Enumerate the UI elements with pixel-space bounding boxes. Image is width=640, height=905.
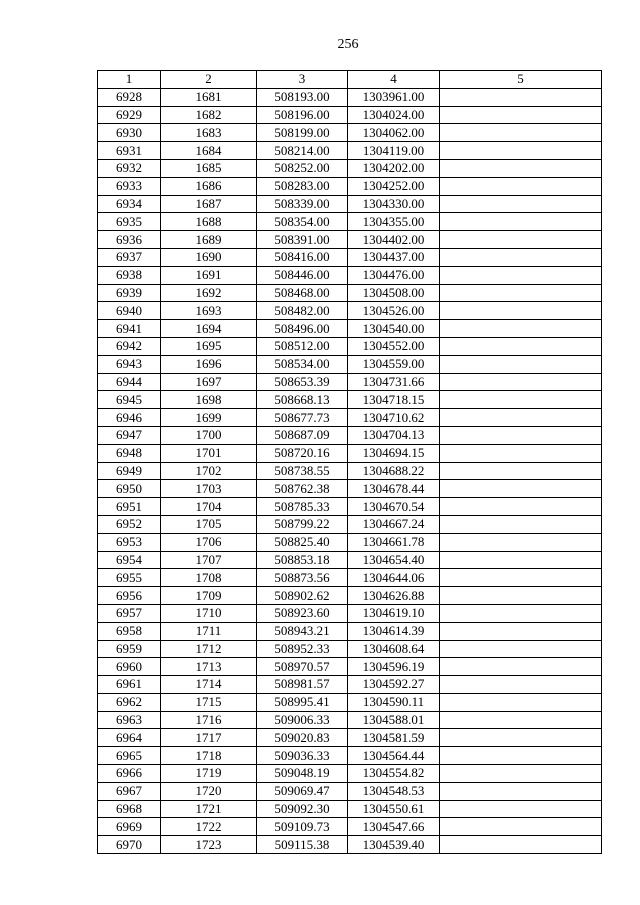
page-number: 256: [337, 37, 359, 52]
table-cell: 1709: [161, 587, 257, 605]
table-cell: 1304581.59: [348, 729, 440, 747]
table-cell: [440, 177, 602, 195]
table-row: [98, 106, 602, 124]
table-row: [98, 426, 602, 444]
table-cell: 1682: [161, 106, 257, 124]
table-cell: 6947: [98, 426, 161, 444]
table-row: [98, 551, 602, 569]
table-cell: 1706: [161, 533, 257, 551]
table-cell: 508902.62: [257, 587, 348, 605]
table-cell: 1304330.00: [348, 195, 440, 213]
table-cell: 1703: [161, 480, 257, 498]
table-cell: [440, 284, 602, 302]
table-cell: 6955: [98, 569, 161, 587]
table-cell: 1722: [161, 818, 257, 836]
table-row: [98, 88, 602, 106]
table-cell: [440, 587, 602, 605]
table-cell: [440, 391, 602, 409]
table-cell: 6964: [98, 729, 161, 747]
table-cell: 6948: [98, 444, 161, 462]
table-cell: 1304704.13: [348, 426, 440, 444]
table-cell: 1304718.15: [348, 391, 440, 409]
table-cell: [440, 195, 602, 213]
table-cell: 1304619.10: [348, 604, 440, 622]
table-cell: [440, 604, 602, 622]
table-cell: 1697: [161, 373, 257, 391]
table-cell: 1719: [161, 765, 257, 783]
table-cell: 508970.57: [257, 658, 348, 676]
table-cell: 508512.00: [257, 337, 348, 355]
table-cell: 508720.16: [257, 444, 348, 462]
table-cell: [440, 320, 602, 338]
table-row: [98, 569, 602, 587]
table-cell: 6945: [98, 391, 161, 409]
table-cell: 6950: [98, 480, 161, 498]
table-cell: 1304024.00: [348, 106, 440, 124]
table-cell: 508785.33: [257, 498, 348, 516]
table-cell: 1304564.44: [348, 747, 440, 765]
table-cell: 508738.55: [257, 462, 348, 480]
table-cell: 1696: [161, 355, 257, 373]
table-cell: 6966: [98, 765, 161, 783]
table-cell: 6929: [98, 106, 161, 124]
table-cell: 1717: [161, 729, 257, 747]
table-row: [98, 640, 602, 658]
table-cell: [440, 640, 602, 658]
table-cell: 6938: [98, 266, 161, 284]
column-header: 3: [257, 71, 348, 89]
column-header: 4: [348, 71, 440, 89]
table-cell: 1721: [161, 800, 257, 818]
table-row: [98, 142, 602, 160]
table-row: [98, 498, 602, 516]
table-cell: [440, 782, 602, 800]
table-cell: 508468.00: [257, 284, 348, 302]
table-cell: 508799.22: [257, 515, 348, 533]
table-cell: 6951: [98, 498, 161, 516]
table-cell: 509020.83: [257, 729, 348, 747]
table-cell: 1304552.00: [348, 337, 440, 355]
table-row: [98, 622, 602, 640]
table-row: [98, 213, 602, 231]
table-row: [98, 409, 602, 427]
table-header: [98, 71, 602, 89]
table-cell: 6943: [98, 355, 161, 373]
table-cell: 1304508.00: [348, 284, 440, 302]
table-cell: [440, 711, 602, 729]
table-cell: 6937: [98, 248, 161, 266]
table-cell: 508193.00: [257, 88, 348, 106]
table-cell: 1304654.40: [348, 551, 440, 569]
table-cell: [440, 159, 602, 177]
table-cell: [440, 533, 602, 551]
table-cell: [440, 729, 602, 747]
table-cell: 1723: [161, 836, 257, 854]
table-cell: 6969: [98, 818, 161, 836]
table-cell: 1304539.40: [348, 836, 440, 854]
table-cell: 1304688.22: [348, 462, 440, 480]
table-row: [98, 284, 602, 302]
table-cell: [440, 213, 602, 231]
table-cell: [440, 302, 602, 320]
table-cell: 6933: [98, 177, 161, 195]
table-cell: 508943.21: [257, 622, 348, 640]
table-cell: 6953: [98, 533, 161, 551]
table-cell: 508762.38: [257, 480, 348, 498]
table-cell: [440, 658, 602, 676]
table-cell: 1304550.61: [348, 800, 440, 818]
table-cell: [440, 231, 602, 249]
table-cell: 508252.00: [257, 159, 348, 177]
column-header: 2: [161, 71, 257, 89]
table-cell: 508214.00: [257, 142, 348, 160]
table-row: [98, 337, 602, 355]
table-cell: 1707: [161, 551, 257, 569]
table-row: [98, 693, 602, 711]
table-cell: 6928: [98, 88, 161, 106]
table-cell: 6970: [98, 836, 161, 854]
table-cell: 6952: [98, 515, 161, 533]
table-cell: 1304402.00: [348, 231, 440, 249]
table-row: [98, 177, 602, 195]
table-row: [98, 391, 602, 409]
table-row: [98, 836, 602, 854]
table-cell: 6956: [98, 587, 161, 605]
table-cell: 1693: [161, 302, 257, 320]
table-cell: 1704: [161, 498, 257, 516]
table-cell: [440, 266, 602, 284]
table-cell: 509115.38: [257, 836, 348, 854]
table-cell: [440, 693, 602, 711]
table-cell: 509036.33: [257, 747, 348, 765]
table-cell: 1712: [161, 640, 257, 658]
table-cell: 1687: [161, 195, 257, 213]
table-row: [98, 444, 602, 462]
table-cell: 6958: [98, 622, 161, 640]
table-cell: 6930: [98, 124, 161, 142]
table-cell: 1699: [161, 409, 257, 427]
table-cell: [440, 124, 602, 142]
table-row: [98, 480, 602, 498]
table-cell: 6944: [98, 373, 161, 391]
table-cell: [440, 480, 602, 498]
table-cell: 1304202.00: [348, 159, 440, 177]
table-row: [98, 320, 602, 338]
table-cell: 508446.00: [257, 266, 348, 284]
table-cell: 508853.18: [257, 551, 348, 569]
table-cell: [440, 355, 602, 373]
table-cell: 1304608.64: [348, 640, 440, 658]
table-cell: 1304667.24: [348, 515, 440, 533]
table-row: [98, 373, 602, 391]
table-cell: [440, 462, 602, 480]
table-cell: 1304476.00: [348, 266, 440, 284]
table-cell: 508653.39: [257, 373, 348, 391]
table-cell: 1304252.00: [348, 177, 440, 195]
table-cell: [440, 426, 602, 444]
table-row: [98, 711, 602, 729]
table-cell: 6963: [98, 711, 161, 729]
table-cell: 1718: [161, 747, 257, 765]
table-cell: 1683: [161, 124, 257, 142]
table-cell: 508687.09: [257, 426, 348, 444]
table-cell: 1304355.00: [348, 213, 440, 231]
table-row: [98, 604, 602, 622]
table-cell: 6957: [98, 604, 161, 622]
table-cell: 6968: [98, 800, 161, 818]
table-cell: 1685: [161, 159, 257, 177]
table-cell: 1690: [161, 248, 257, 266]
table-cell: 1303961.00: [348, 88, 440, 106]
column-header: 5: [440, 71, 602, 89]
table-cell: 508677.73: [257, 409, 348, 427]
table-cell: 6959: [98, 640, 161, 658]
table-cell: [440, 498, 602, 516]
table-cell: [440, 569, 602, 587]
table-row: [98, 124, 602, 142]
table-cell: [440, 765, 602, 783]
table-cell: 1700: [161, 426, 257, 444]
table-cell: 6941: [98, 320, 161, 338]
table-body: [98, 88, 602, 853]
table-cell: 1304694.15: [348, 444, 440, 462]
table-cell: [440, 551, 602, 569]
table-cell: 509092.30: [257, 800, 348, 818]
table-cell: [440, 818, 602, 836]
table-cell: 6954: [98, 551, 161, 569]
table-cell: 6934: [98, 195, 161, 213]
table-cell: [440, 444, 602, 462]
table-cell: 6965: [98, 747, 161, 765]
table-cell: 6949: [98, 462, 161, 480]
table-cell: 1304540.00: [348, 320, 440, 338]
table-row: [98, 195, 602, 213]
table-cell: 508873.56: [257, 569, 348, 587]
table-cell: 1304644.06: [348, 569, 440, 587]
table-cell: 6960: [98, 658, 161, 676]
table-cell: [440, 836, 602, 854]
table-cell: 1691: [161, 266, 257, 284]
table-cell: 509109.73: [257, 818, 348, 836]
table-row: [98, 159, 602, 177]
table-row: [98, 800, 602, 818]
table-cell: 1692: [161, 284, 257, 302]
table-cell: [440, 409, 602, 427]
table-cell: 508995.41: [257, 693, 348, 711]
table-row: [98, 765, 602, 783]
table-cell: 508825.40: [257, 533, 348, 551]
table-cell: 1304547.66: [348, 818, 440, 836]
table-cell: 1720: [161, 782, 257, 800]
table-cell: 6961: [98, 676, 161, 694]
table-cell: 1688: [161, 213, 257, 231]
table-cell: [440, 373, 602, 391]
table-cell: 508283.00: [257, 177, 348, 195]
table-cell: 1711: [161, 622, 257, 640]
table-cell: 1304614.39: [348, 622, 440, 640]
table-cell: 6940: [98, 302, 161, 320]
table-cell: [440, 248, 602, 266]
table-cell: [440, 515, 602, 533]
table-cell: 1304119.00: [348, 142, 440, 160]
table-cell: 6935: [98, 213, 161, 231]
table-cell: 1304731.66: [348, 373, 440, 391]
table-row: [98, 747, 602, 765]
table-cell: [440, 88, 602, 106]
table-cell: 1304710.62: [348, 409, 440, 427]
table-cell: [440, 337, 602, 355]
table-cell: 6931: [98, 142, 161, 160]
table-cell: 1304548.53: [348, 782, 440, 800]
table-cell: 1684: [161, 142, 257, 160]
table-cell: 508339.00: [257, 195, 348, 213]
table-cell: [440, 800, 602, 818]
table-cell: 508952.33: [257, 640, 348, 658]
table-cell: 1304590.11: [348, 693, 440, 711]
table-cell: 1304592.27: [348, 676, 440, 694]
table-cell: [440, 622, 602, 640]
table-cell: 508196.00: [257, 106, 348, 124]
table-row: [98, 302, 602, 320]
table-cell: 1304661.78: [348, 533, 440, 551]
table-row: [98, 729, 602, 747]
table-cell: 1681: [161, 88, 257, 106]
table-cell: 508668.13: [257, 391, 348, 409]
table-row: [98, 248, 602, 266]
table-cell: 508534.00: [257, 355, 348, 373]
table-cell: 509069.47: [257, 782, 348, 800]
table-cell: 6936: [98, 231, 161, 249]
table-cell: 1715: [161, 693, 257, 711]
table-cell: 1304588.01: [348, 711, 440, 729]
table-cell: [440, 747, 602, 765]
table-row: [98, 818, 602, 836]
table-row: [98, 462, 602, 480]
table-cell: 1686: [161, 177, 257, 195]
table-cell: 1702: [161, 462, 257, 480]
coordinates-table: [97, 70, 602, 854]
table-cell: 1695: [161, 337, 257, 355]
table-row: [98, 533, 602, 551]
table-row: [98, 676, 602, 694]
table-cell: 1304596.19: [348, 658, 440, 676]
table-row: [98, 658, 602, 676]
table-cell: 6946: [98, 409, 161, 427]
table-cell: 1716: [161, 711, 257, 729]
table-cell: [440, 676, 602, 694]
table-cell: [440, 106, 602, 124]
table-row: [98, 515, 602, 533]
table-cell: 1694: [161, 320, 257, 338]
table-cell: 508923.60: [257, 604, 348, 622]
table-cell: 1304626.88: [348, 587, 440, 605]
table-cell: 508482.00: [257, 302, 348, 320]
table-row: [98, 266, 602, 284]
table-cell: 508416.00: [257, 248, 348, 266]
table-row: [98, 782, 602, 800]
table-cell: 508391.00: [257, 231, 348, 249]
table-cell: 508496.00: [257, 320, 348, 338]
table-cell: 1304559.00: [348, 355, 440, 373]
table-cell: 6942: [98, 337, 161, 355]
table-cell: 1705: [161, 515, 257, 533]
table-row: [98, 587, 602, 605]
table-cell: 508354.00: [257, 213, 348, 231]
table-cell: 1304062.00: [348, 124, 440, 142]
table-cell: 6932: [98, 159, 161, 177]
table-cell: [440, 142, 602, 160]
table-cell: 1714: [161, 676, 257, 694]
table-cell: 1689: [161, 231, 257, 249]
table-row: [98, 231, 602, 249]
table-cell: 1304526.00: [348, 302, 440, 320]
table-cell: 6939: [98, 284, 161, 302]
table-row: [98, 355, 602, 373]
table-cell: 1701: [161, 444, 257, 462]
table-cell: 1304670.54: [348, 498, 440, 516]
table-cell: 1304678.44: [348, 480, 440, 498]
table-cell: 1710: [161, 604, 257, 622]
table-cell: 509048.19: [257, 765, 348, 783]
table-cell: 6967: [98, 782, 161, 800]
table-cell: 1698: [161, 391, 257, 409]
table-cell: 508981.57: [257, 676, 348, 694]
table-cell: 509006.33: [257, 711, 348, 729]
table-cell: 1708: [161, 569, 257, 587]
header-row: [98, 71, 602, 89]
table-cell: 6962: [98, 693, 161, 711]
table-cell: 1713: [161, 658, 257, 676]
column-header: 1: [98, 71, 161, 89]
table-cell: 1304554.82: [348, 765, 440, 783]
table-cell: 508199.00: [257, 124, 348, 142]
table-cell: 1304437.00: [348, 248, 440, 266]
